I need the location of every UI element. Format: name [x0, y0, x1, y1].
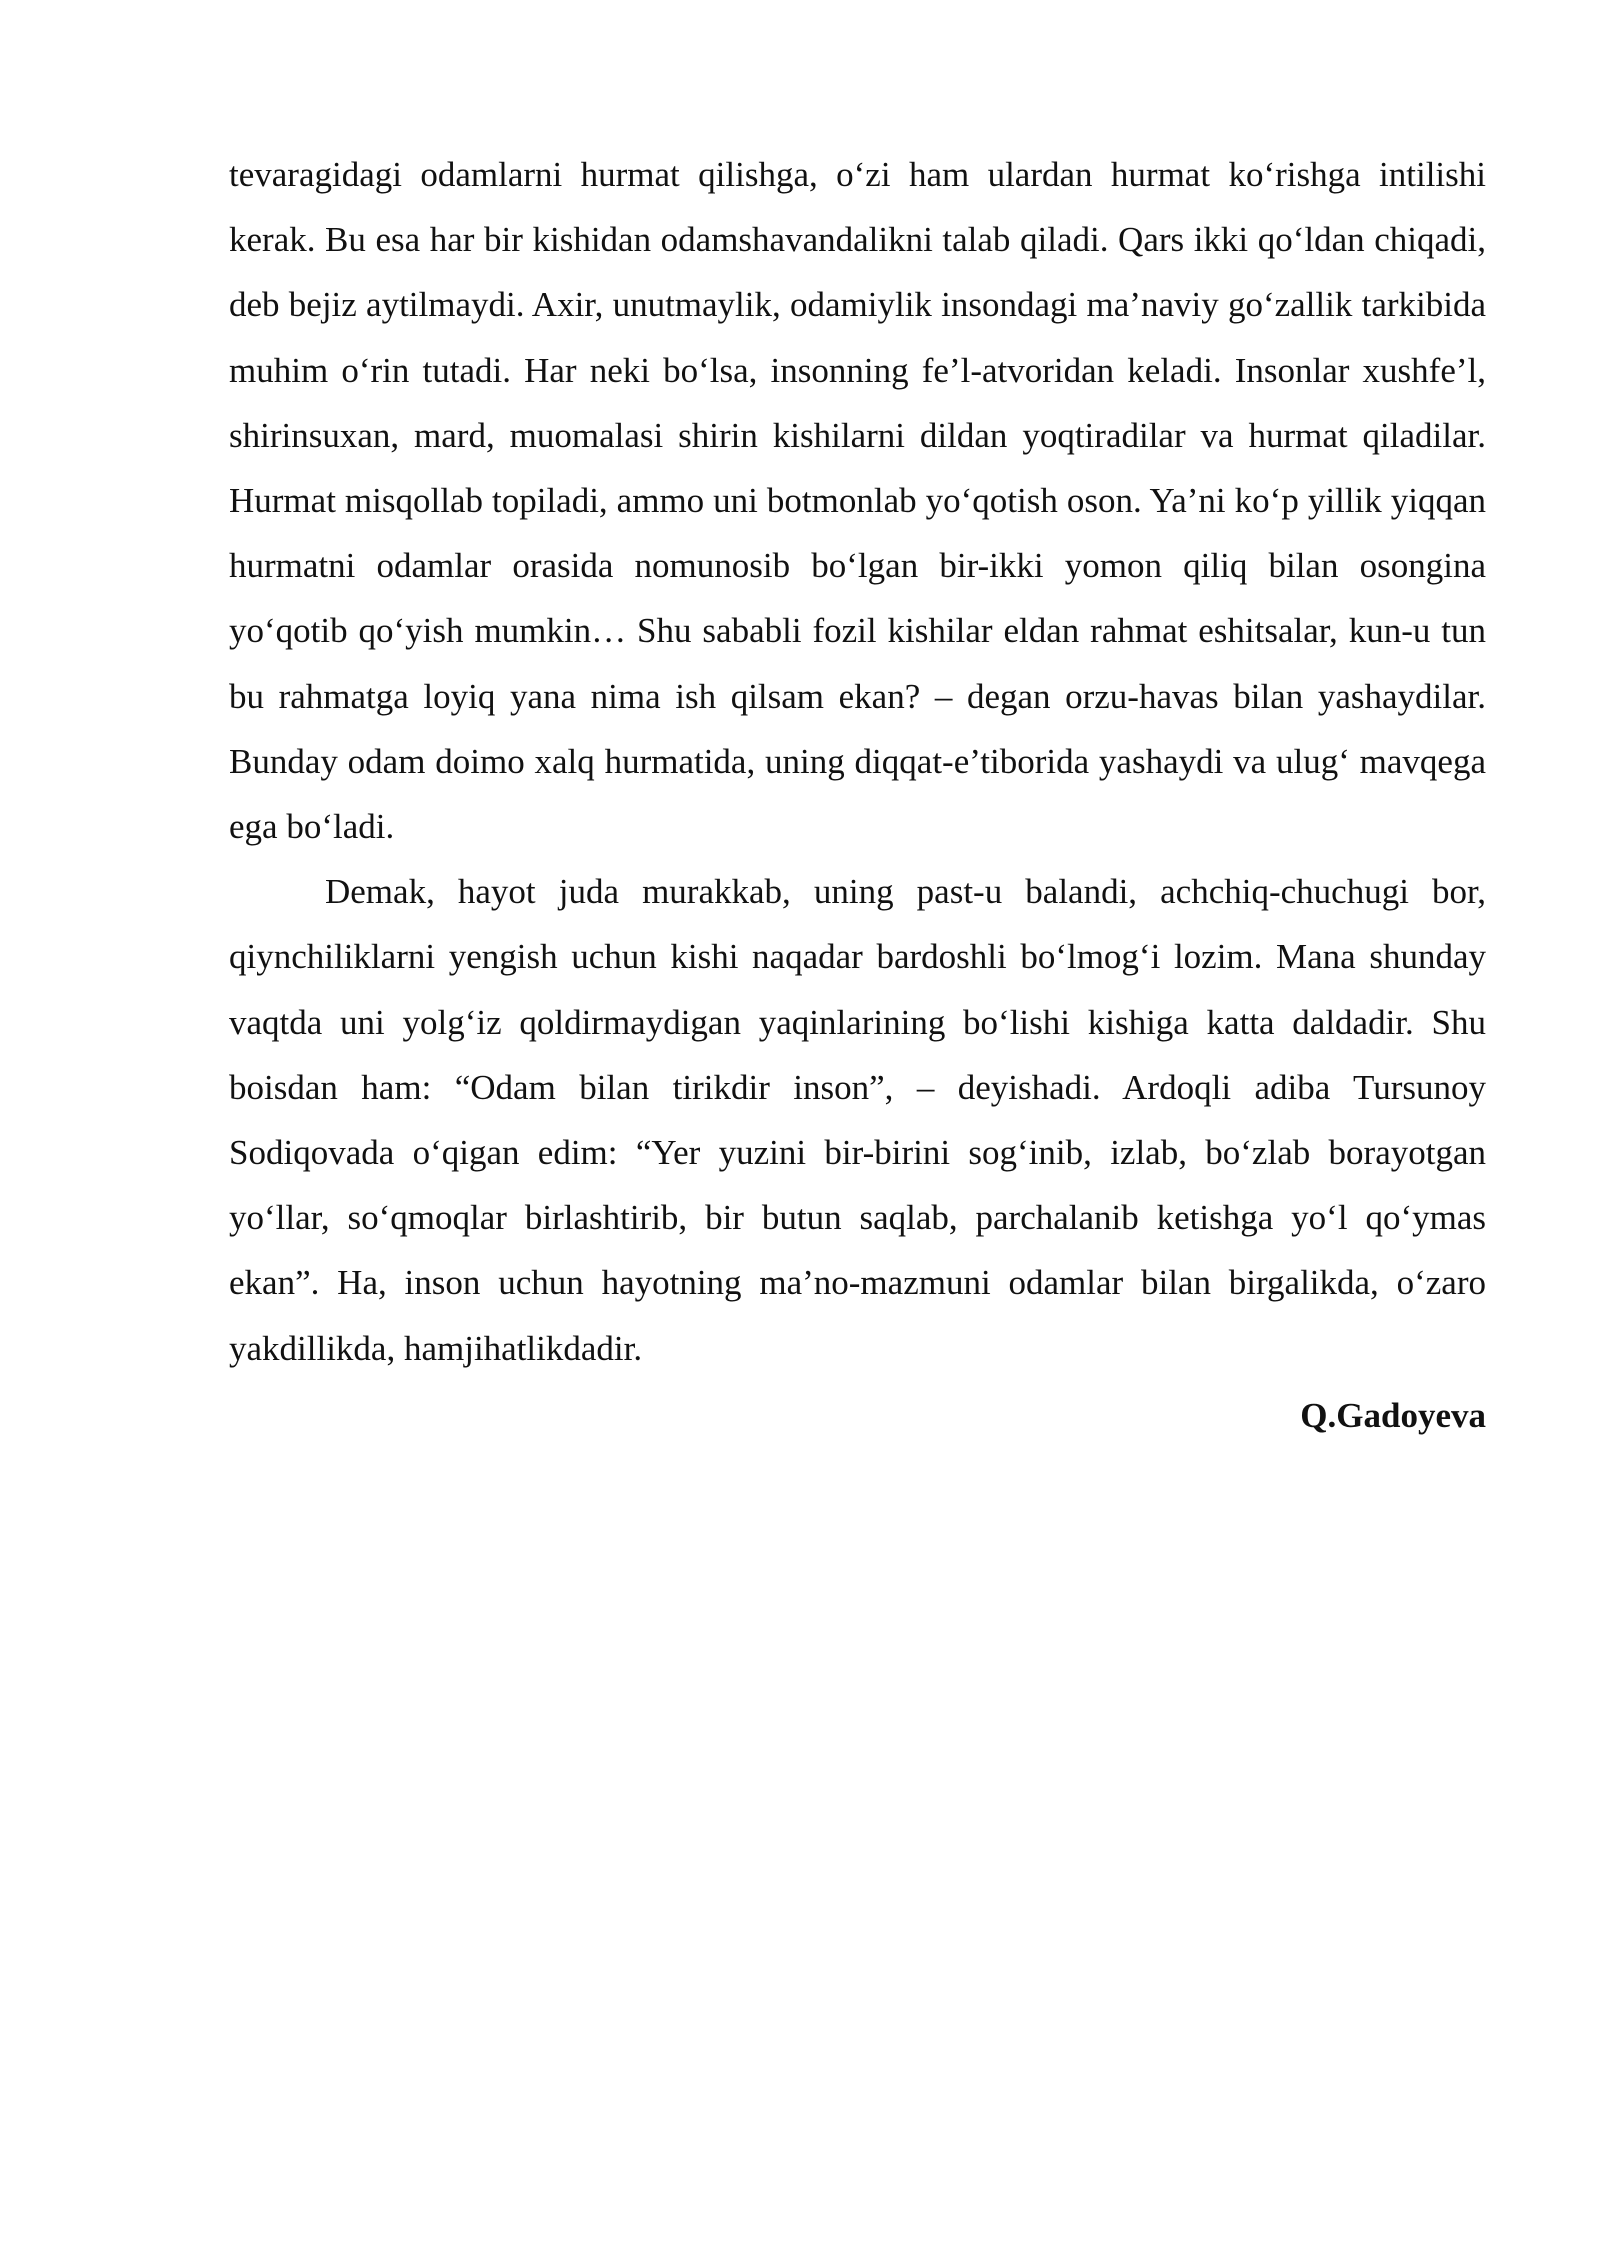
author-signature: Q.Gadoyeva — [1300, 1395, 1486, 1435]
paragraph-continuation: tevaragidagi odamlarni hurmat qilishga, o‘zi ham ulardan hurmat ko‘rishga intilishi kerak. Bu esa har bir kishidan odamshavandalikni talab qiladi. Qars ikki qo‘ldan chiqadi, deb bejiz aytilmaydi. Axir, unutmaylik, odamiylik insondagi ma’naviy go‘zallik tarkibida muhim o‘rin tutadi. Har neki bo‘lsa, insonning fe’l-atvoridan keladi. Insonlar xushfe’l, shirinsuxan, mard, muomalasi shirin kishilarni dildan yoqtiradilar va hurmat qiladilar. Hurmat misqollab topiladi, ammo uni botmonlab yo‘qotish oson. Ya’ni ko‘p yillik yiqqan hurmatni odamlar orasida nomunosib bo‘lgan bir-ikki yomon qiliq bilan osongina yo‘qotib qo‘yish mumkin… Shu sababli fozil kishilar eldan rahmat eshitsalar, kun-u tun bu rahmatga loyiq yana nima ish qilsam ekan? – degan orzu-havas bilan yashaydilar. Bunday odam doimo xalq hurmatida, uning diqqat-e’tiborida yashaydi va ulug‘ mavqega ega bo‘ladi. — [229, 155, 1486, 847]
paragraph-conclusion: Demak, hayot juda murakkab, uning past-u balandi, achchiq-chuchugi bor, qiynchiliklarni yengish uchun kishi naqadar bardoshli bo‘lmog‘i lozim. Mana shunday vaqtda uni yolg‘iz qoldirmaydigan yaqinlarining bo‘lishi kishiga katta daldadir. Shu boisdan ham: “Odam bilan tirikdir inson”, – deyishadi. Ardoqli adiba Tursunoy Sodiqovada o‘qigan edim: “Yer yuzini bir-birini sog‘inib, izlab, bo‘zlab borayotgan yo‘llar, so‘qmoqlar birlashtirib, bir butun saqlab, parchalanib ketishga yo‘l qo‘ymas ekan”. Ha, inson uchun hayotning ma’no-mazmuni odamlar bilan birgalikda, o‘zaro yakdillikda, hamjihatlikdadir. — [229, 872, 1486, 1368]
document-body — [229, 142, 1486, 1448]
